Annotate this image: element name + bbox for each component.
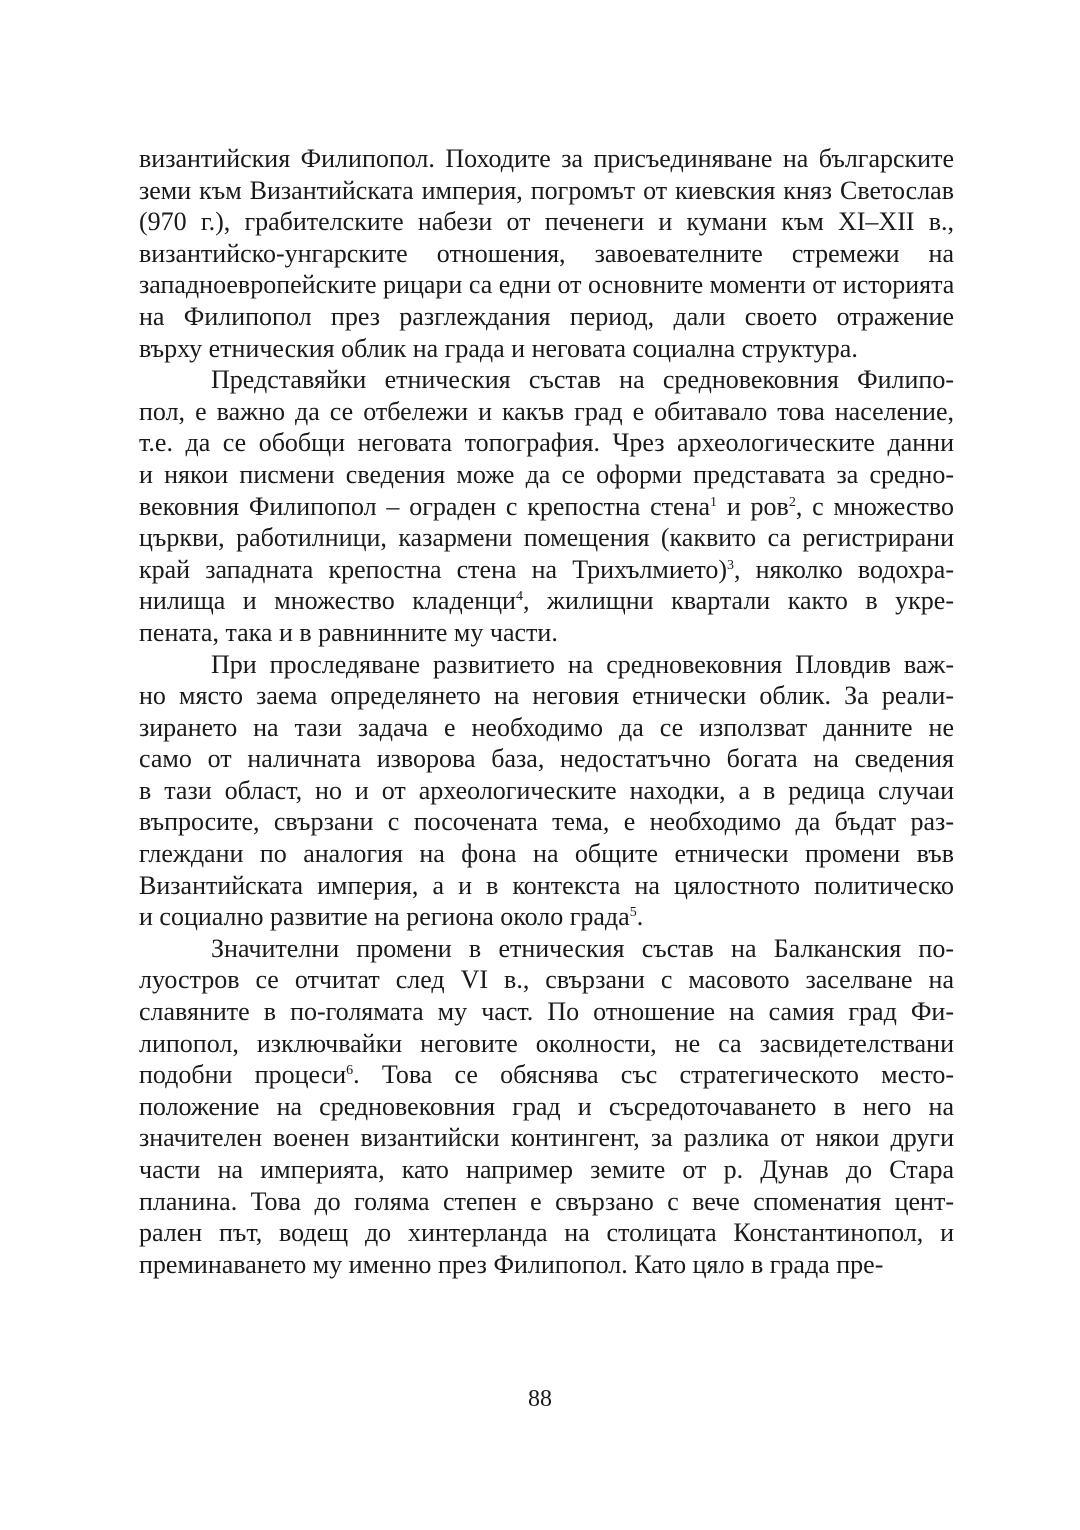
text-line <box>139 585 954 617</box>
text-line <box>139 743 954 775</box>
text-line <box>139 1249 954 1281</box>
text-segment: зирането на тази задача е необходимо да се използват данните не <box>139 712 954 742</box>
text-line <box>139 775 954 807</box>
text-segment: Представяйки етническия състав на средновековния Филипо- <box>211 365 954 395</box>
text-segment: пол, е важно да се отбележи и какъв град е обитавало това население, <box>139 396 954 426</box>
text-segment: византийския Филипопол. Походите за присъединяване на българските <box>139 144 954 173</box>
text-line <box>139 175 954 207</box>
text-segment: При проследяване развитието на средновековния Пловдив важ- <box>211 649 954 679</box>
text-line <box>139 933 954 965</box>
text-segment: т.е. да се обобщи неговата топография. Чрез археологическите данни <box>139 428 954 458</box>
text-line <box>139 870 954 902</box>
footnote-marker[interactable]: 4 <box>515 589 523 605</box>
text-line <box>139 617 954 649</box>
text-line <box>139 1154 954 1186</box>
text-segment: само от наличната изворова база, недостатъчно богата на сведения <box>139 744 954 774</box>
text-segment: Значителни промени в етническия състав на Балканския по- <box>211 933 954 963</box>
text-line <box>139 238 954 270</box>
text-line <box>139 1186 954 1218</box>
paragraph <box>139 649 954 933</box>
footnote-marker[interactable]: 1 <box>710 494 718 510</box>
text-segment: нилища и множество кладенци <box>139 586 516 616</box>
text-segment: пената, така и в равнинните му части. <box>139 617 558 647</box>
text-line <box>139 964 954 996</box>
text-segment: значителен военен византийски контингент, за разлика от някои други <box>139 1123 954 1153</box>
text-line <box>139 1028 954 1060</box>
text-line <box>139 301 954 333</box>
footnote-marker[interactable]: 2 <box>788 494 796 510</box>
text-segment: край западната крепостна стена на Трихълмието) <box>139 554 728 584</box>
text-segment: , няколко водохра- <box>734 554 954 584</box>
text-segment: подобни процеси <box>139 1060 347 1090</box>
paragraph <box>139 933 954 1281</box>
text-line <box>139 680 954 712</box>
text-line <box>139 1122 954 1154</box>
text-line <box>139 838 954 870</box>
text-segment: луостров се отчитат след VI в., свързани с масовото заселване на <box>139 965 954 995</box>
page-number: 88 <box>528 1386 552 1412</box>
text-line <box>139 269 954 301</box>
text-line <box>139 491 954 523</box>
text-line <box>139 806 954 838</box>
text-segment: , с множество <box>795 491 954 521</box>
text-segment: планина. Това до голяма степен е свързано с вече споменатия цент- <box>139 1186 954 1216</box>
text-segment: и ров <box>717 491 789 521</box>
text-segment: вековния Филипопол – ограден с крепостна стена <box>139 491 711 521</box>
text-line <box>139 459 954 491</box>
text-line <box>139 649 954 681</box>
text-segment: положение на средновековния град и съсредоточаването в него на <box>139 1091 954 1121</box>
text-line <box>139 522 954 554</box>
text-segment: западноевропейските рицари са едни от основните моменти от историята <box>139 270 955 300</box>
paragraph <box>139 364 954 648</box>
text-segment: славяните в по-голямата му част. По отношение на самия град Фи- <box>139 997 954 1027</box>
text-segment: . <box>636 902 644 932</box>
text-segment: въпросите, свързани с посочената тема, е необходимо да бъдат раз- <box>139 807 954 837</box>
text-segment: на Филипопол през разглеждания период, дали своето отражение <box>139 301 954 331</box>
text-segment: (970 г.), грабителските набези от печенеги и кумани към XI–XII в., <box>139 207 954 237</box>
text-segment: . Това се обяснява със стратегическото место- <box>353 1060 955 1090</box>
text-segment: преминаването му именно през Филипопол. Като цяло в града пре- <box>139 1249 884 1279</box>
text-segment: и социално развитие на региона около града <box>139 902 630 932</box>
text-segment: части на империята, като например земите от р. Дунав до Стара <box>139 1155 954 1184</box>
text-line <box>139 1217 954 1249</box>
text-line <box>139 364 954 396</box>
text-segment: глеждани по аналогия на фона на общите етнически промени във <box>139 839 954 869</box>
text-segment: византийско-унгарските отношения, завоевателните стремежи на <box>139 238 954 268</box>
text-line <box>139 1059 954 1091</box>
text-line <box>139 396 954 428</box>
footnote-marker[interactable]: 5 <box>629 905 637 921</box>
text-line <box>139 333 954 365</box>
text-segment: църкви, работилници, казармени помещения (каквито са регистрирани <box>139 523 954 553</box>
text-line <box>139 206 954 238</box>
body-text <box>139 143 954 1280</box>
text-line <box>139 143 954 175</box>
text-line <box>139 996 954 1028</box>
text-line <box>139 1091 954 1123</box>
footnote-marker[interactable]: 6 <box>346 1063 354 1079</box>
text-segment: , жилищни квартали както в укре- <box>522 586 954 616</box>
text-line <box>139 712 954 744</box>
text-segment: в тази област, но и от археологическите находки, а в редица случаи <box>139 775 954 805</box>
text-segment: липопол, изключвайки неговите околности, не са засвидетелствани <box>139 1028 954 1058</box>
text-segment: Византийската империя, а и в контекста на цялостното политическо <box>139 870 954 900</box>
text-segment: и някои писмени сведения може да се оформи представата за средно- <box>139 459 954 489</box>
text-segment: но място заема определянето на неговия етнически облик. За реали- <box>139 681 954 711</box>
text-segment: земи към Византийската империя, погромът от киевския княз Светослав <box>139 175 954 205</box>
text-line <box>139 901 954 933</box>
paragraph <box>139 143 954 364</box>
text-line <box>139 554 954 586</box>
footnote-marker[interactable]: 3 <box>727 557 735 573</box>
text-segment: върху етническия облик на града и неговата социална структура. <box>139 333 858 363</box>
text-line <box>139 427 954 459</box>
text-segment: рален път, водещ до хинтерланда на столицата Константинопол, и <box>139 1218 954 1248</box>
